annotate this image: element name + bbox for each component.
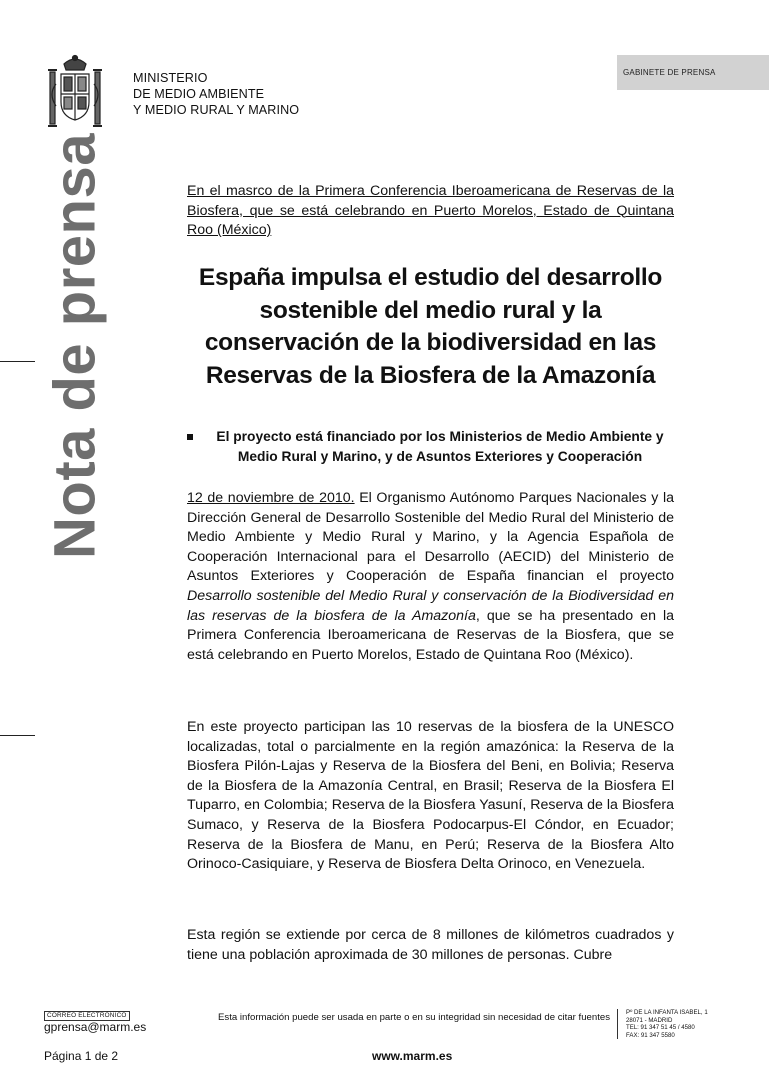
email-label: CORREO ELECTRÓNICO <box>44 1011 130 1021</box>
paragraph-3: Esta región se extiende por cerca de 8 millones de kilómetros cuadrados y tiene una población aproximada de 30 millones de personas. Cubre <box>187 927 674 963</box>
address-line: TEL: 91 347 51 45 / 4580 <box>626 1024 695 1032</box>
coat-of-arms-icon <box>44 54 106 134</box>
usage-note: Esta información puede ser usada en parte o en su integridad sin necesidad de citar fuentes <box>218 1012 610 1023</box>
bullet-text: El proyecto está financiado por los Ministerios de Medio Ambiente y Medio Rural y Marino, y de Asuntos Exteriores y Cooperación <box>216 429 664 464</box>
postal-address <box>617 1009 708 1039</box>
margin-tick <box>0 361 35 362</box>
website-link[interactable]: www.marm.es <box>372 1049 453 1063</box>
press-date: 12 de noviembre de 2010. <box>187 490 355 506</box>
paragraph-2: En este proyecto participan las 10 reservas de la biosfera de la UNESCO localizadas, total o parcialmente en la región amazónica: la Reserva de la Biosfera Pilón-Lajas y Reserva de la Biosfera del Beni, en Bolivia; Reserva de la Biosfera de la Amazonía Central, en Brasil; Reserva de la Biosfera El Tuparro, en Colombia; Reserva de la Biosfera Yasuní, Reserva de la Biosfera Sumaco, y Reserva de la Biosfera Podocarpus-El Cóndor, en Ecuador; Reserva de la Biosfera de Manu, en Perú; Reserva de la Biosfera Alto Orinoco-Casiquiare, y Reserva de Biosfera Delta Orinoco, en Venezuela. <box>187 719 674 873</box>
address-line: FAX: 91 347 5580 <box>626 1031 675 1039</box>
margin-tick <box>0 735 35 736</box>
gabinete-badge: GABINETE DE PRENSA <box>617 55 769 90</box>
ministry-line-2: DE MEDIO AMBIENTE <box>133 87 265 101</box>
vertical-title <box>20 133 130 559</box>
paragraph-1-text-b: , que se ha presentado en la Primera Conferencia Iberoamericana de Reservas de la Biosfera, que se está celebrando en Puerto Morelos, Estado de Quintana Roo (México). <box>187 607 674 663</box>
email-address[interactable]: gprensa@marm.es <box>44 1020 147 1034</box>
ministry-line-1: MINISTERIO <box>133 71 208 85</box>
paragraph-1 <box>187 489 674 665</box>
vertical-title-text: Nota de prensa <box>42 133 108 559</box>
page-number: Página 1 de 2 <box>44 1049 119 1063</box>
ministry-name <box>133 70 299 118</box>
coat-of-arms-logo <box>44 54 106 134</box>
address-line: Pº DE LA INFANTA ISABEL, 1 <box>626 1009 708 1016</box>
ministry-line-3: Y MEDIO RURAL Y MARINO <box>133 103 300 117</box>
context-line: En el masrco de la Primera Conferencia Iberoamericana de Reservas de la Biosfera, que se está celebrando en Puerto Morelos, Estado de Quintana Roo (México) <box>187 183 674 239</box>
paragraph-1-text-a: El Organismo Autónomo Parques Nacionales y la Dirección General de Desarrollo Sostenible del Medio Rural del Ministerio de Medio Ambiente y Medio Rural y Marino, y la Agencia Española de Cooperación Internacional para el Desarrollo (AECID) del Ministerio de Asuntos Exteriores y Cooperación de España financian el proyecto <box>187 490 674 585</box>
headline: España impulsa el estudio del desarrollo sostenible del medio rural y la conservación de la biodiversidad en las Reservas de la Biosfera de la Amazonía <box>198 264 663 389</box>
address-line: 28071 - MADRID <box>626 1016 673 1024</box>
bullet-square-icon <box>187 434 193 440</box>
project-title: Desarrollo sostenible del Medio Rural y conservación de la Biodiversidad en las reservas de la biosfera de la Amazonía <box>187 587 674 624</box>
